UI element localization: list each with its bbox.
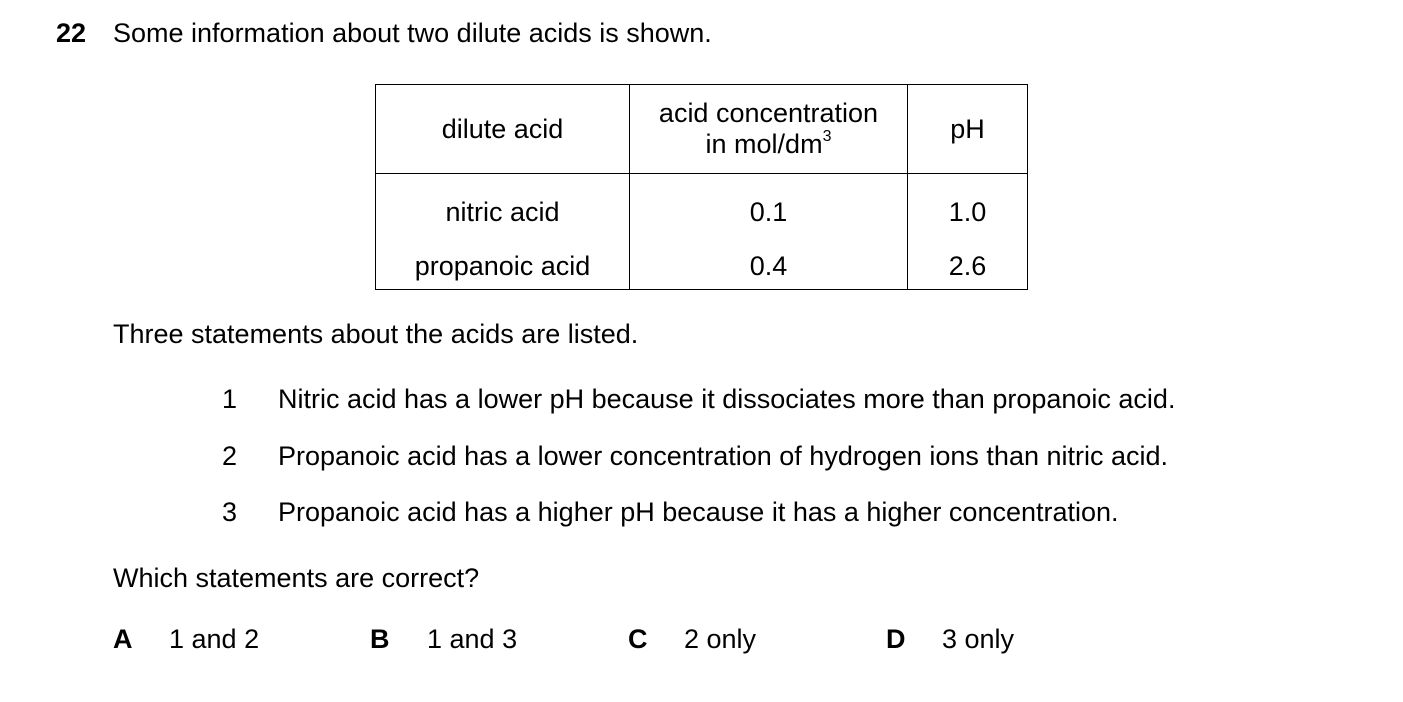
option-c-text[interactable]: 2 only [684, 624, 757, 654]
cell-acid-name: propanoic acid [376, 246, 630, 290]
acid-data-table [375, 84, 1028, 290]
header-dilute-acid: dilute acid [376, 85, 630, 174]
question-intro: Some information about two dilute acids is shown. [113, 18, 712, 48]
statement-number: 2 [222, 441, 238, 471]
header-concentration-superscript: 3 [822, 128, 832, 145]
table-row [376, 246, 1028, 290]
statement-text: Propanoic acid has a higher pH because it has a higher concentration. [278, 497, 1119, 527]
cell-concentration: 0.1 [630, 174, 908, 247]
statement-number: 1 [222, 384, 238, 414]
option-b-text[interactable]: 1 and 3 [427, 624, 518, 654]
table-header-row [376, 85, 1028, 174]
header-acid-concentration [630, 85, 908, 174]
header-concentration-line1: acid concentration [658, 98, 879, 128]
table-row [376, 174, 1028, 247]
option-a-text[interactable]: 1 and 2 [169, 624, 260, 654]
cell-ph: 1.0 [908, 174, 1028, 247]
option-d-text[interactable]: 3 only [942, 624, 1015, 654]
cell-concentration: 0.4 [630, 246, 908, 290]
option-a-letter[interactable]: A [113, 624, 133, 654]
option-d-letter[interactable]: D [886, 624, 906, 654]
statement-number: 3 [222, 497, 238, 527]
option-b-letter[interactable]: B [370, 624, 390, 654]
header-ph: pH [908, 85, 1028, 174]
option-c-letter[interactable]: C [628, 624, 648, 654]
statements-intro: Three statements about the acids are listed. [113, 319, 639, 349]
statement-text: Nitric acid has a lower pH because it dissociates more than propanoic acid. [278, 384, 1176, 414]
header-concentration-line2: in mol/dm [705, 129, 823, 159]
question-prompt: Which statements are correct? [113, 563, 480, 593]
statement-text: Propanoic acid has a lower concentration of hydrogen ions than nitric acid. [278, 441, 1169, 471]
cell-acid-name: nitric acid [376, 174, 630, 247]
cell-ph: 2.6 [908, 246, 1028, 290]
question-number: 22 [56, 18, 87, 48]
